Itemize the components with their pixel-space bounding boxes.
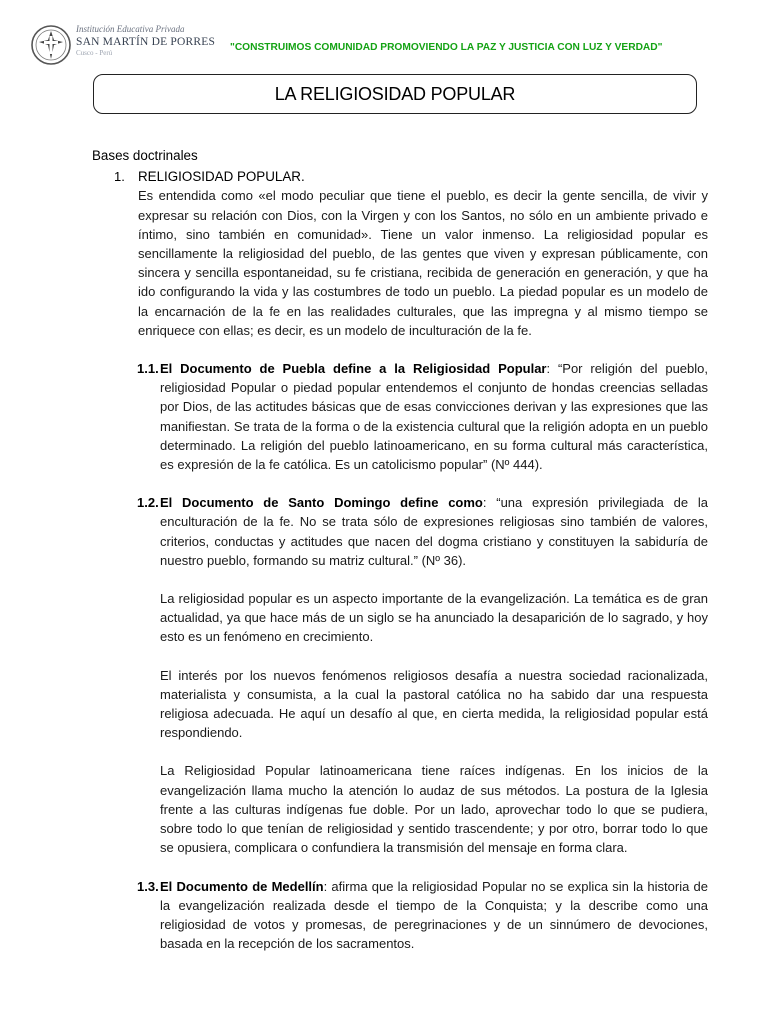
subsection-text: : “una expresión privilegiada de la enculturación de la fe. No se trata sólo de expresiones religiosas sino también de valores, criterios, conductas y actitudes que nacen del dogma cristiano y constituyen la sabiduría de nuestro pueblo, formando su matriz cultural.” (Nº 36). [160, 495, 708, 568]
subsection-1-1 [92, 359, 708, 474]
document-title: LA RELIGIOSIDAD POPULAR [274, 83, 516, 104]
body-paragraph: El interés por los nuevos fenómenos religiosos desafía a nuestra sociedad racionalizada, materialista y consumista, a la cual la pastoral católica no ha sabido dar una respuesta religiosa adecuada. He aquí un desafío al que, en cierta medida, la religiosidad popular está respondiendo. [160, 667, 708, 741]
school-location: Cusco - Perú [76, 49, 113, 57]
subsection-lead: El Documento de Puebla define a la Religiosidad Popular [160, 361, 547, 377]
list-item-number: 1. [114, 169, 125, 185]
school-name: SAN MARTÍN DE PORRES [76, 36, 216, 48]
subsection-number: 1.2. [137, 495, 159, 511]
page-header [0, 0, 768, 80]
subsection-1-3 [92, 877, 708, 954]
subsection-number: 1.1. [137, 361, 159, 377]
intro-paragraph: Es entendida como «el modo peculiar que tiene el pueblo, es decir la gente sencilla, de vivir y expresar su relación con Dios, con la Virgen y con los Santos, no sólo en un ambiente privado e íntimo, sino también en comunidad». Tiene un valor inmenso. La religiosidad popular es sencillamente la religiosidad del pueblo, de las gentes que viven y expresan públicamente, con sincera y sencilla espontaneidad, su fe cristiana, recibida de generación en generación, y que ha ido configurando la vida y las costumbres de todo un pueblo. La piedad popular es un modelo de la encarnación de la fe en las realidades culturales, que las impregna y al mismo tiempo se enriquece con ellas; es decir, es un modelo de inculturación de la fe. [138, 188, 708, 338]
subsection-text: : afirma que la religiosidad Popular no se explica sin la historia de la evangelización realizada desde el tiempo de la Conquista; y la describe como una religiosidad de votos y promesas, de peregrinaciones y de un sinnúmero de devociones, basada en la recepción de los sacramentos. [160, 878, 708, 952]
school-motto: "CONSTRUIMOS COMUNIDAD PROMOVIENDO LA PAZ Y JUSTICIA CON LUZ Y VERDAD" [230, 42, 663, 53]
subsection-lead: El Documento de Santo Domingo define como [160, 495, 483, 511]
document-title-box [93, 74, 697, 114]
subsection-number: 1.3. [137, 878, 159, 894]
subsection-text: : “Por religión del pueblo, religiosidad Popular o piedad popular entendemos el conjunto de hondas creencias selladas por Dios, de las actitudes básicas que de esas convicciones derivan y las expresiones que las manifiestan. Se trata de la forma o de la existencia cultural que la religión adopta en un pueblo determinado. La religión del pueblo latinoamericano, en su forma cultural más característica, es expresión de la fe católica. Es un catolicismo popular” (Nº 444). [160, 361, 708, 473]
document-body [92, 146, 708, 953]
section-heading: Bases doctrinales [92, 148, 198, 163]
body-paragraph: La Religiosidad Popular latinoamericana tiene raíces indígenas. En los inicios de la evangelización llama mucho la atención lo audaz de sus métodos. La postura de la Iglesia frente a las culturas indígenas fue doble. Por un lado, aprovechar todo lo que se pudiera, sobre todo lo que tenían de religiosidad y sentido trascendente; y por otro, borrar todo lo que se opusiera, complicara o confundiera la transmisión del mensaje en forma clara. [160, 763, 708, 856]
body-paragraph: La religiosidad popular es un aspecto importante de la evangelización. La temática es de gran actualidad, ya que hace más de un siglo se ha anunciado la desaparición de lo sagrado, y hoy esto es un fenómeno en crecimiento. [160, 591, 708, 645]
list-item-title: RELIGIOSIDAD POPULAR. [138, 169, 305, 185]
subsection-paragraph [160, 493, 708, 570]
school-crest-logo [30, 22, 72, 68]
subsection-paragraph [160, 877, 708, 954]
school-name-block [76, 24, 216, 58]
list-item-1 [92, 167, 708, 340]
subsection-paragraph [160, 359, 708, 474]
subsection-lead: El Documento de Medellín [160, 878, 324, 894]
subsection-1-2 [92, 493, 708, 857]
school-type-label: Institución Educativa Privada [76, 24, 185, 34]
